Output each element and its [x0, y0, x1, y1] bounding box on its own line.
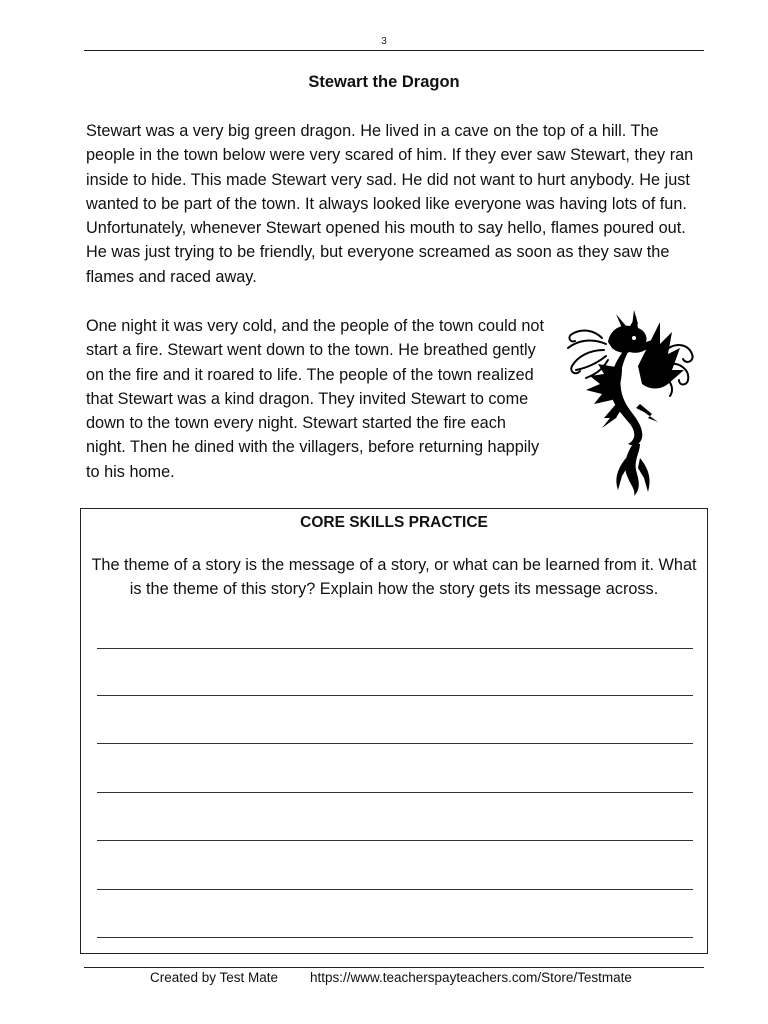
header-divider [84, 50, 704, 51]
answer-line-6[interactable] [97, 889, 693, 890]
answer-line-4[interactable] [97, 792, 693, 793]
footer-url-link[interactable]: https://www.teacherspayteachers.com/Store/Testmate [310, 970, 632, 985]
practice-title: CORE SKILLS PRACTICE [300, 514, 488, 531]
footer-credit: Created by Test Mate [150, 970, 279, 985]
answer-line-3[interactable] [97, 743, 693, 744]
story-title: Stewart the Dragon [308, 73, 460, 91]
core-skills-practice-box [80, 508, 708, 954]
practice-question: The theme of a story is the message of a story, or what can be learned from it. What is the theme of this story? Explain how the story gets its message across. [91, 556, 697, 598]
page-number: 3 [381, 36, 387, 47]
answer-line-5[interactable] [97, 840, 693, 841]
dragon-icon [556, 308, 704, 498]
footer-divider [84, 967, 704, 968]
answer-line-2[interactable] [97, 695, 693, 696]
answer-line-1[interactable] [97, 648, 693, 649]
story-paragraph-1: Stewart was a very big green dragon. He lived in a cave on the top of a hill. The people in the town below were very scared of him. If they ever saw Stewart, they ran inside to hide. This made Stewart very sad. He did not want to hurt anybody. He just wanted to be part of the town. It always looked like everyone was having lots of fun. Unfortunately, whenever Stewart opened his mouth to say hello, flames poured out. He was just trying to be friendly, but everyone screamed as soon as they saw the flames and raced away. [86, 122, 694, 286]
answer-line-7[interactable] [97, 937, 693, 938]
story-paragraph-2: One night it was very cold, and the people of the town could not start a fire. Stewart went down to the town. He breathed gently on the fire and it roared to life. The people of the town realized that Stewart was a kind dragon. They invited Stewart to come down to the town every night. Stewart started the fire each night. Then he dined with the villagers, before returning happily to his home. [86, 317, 544, 481]
